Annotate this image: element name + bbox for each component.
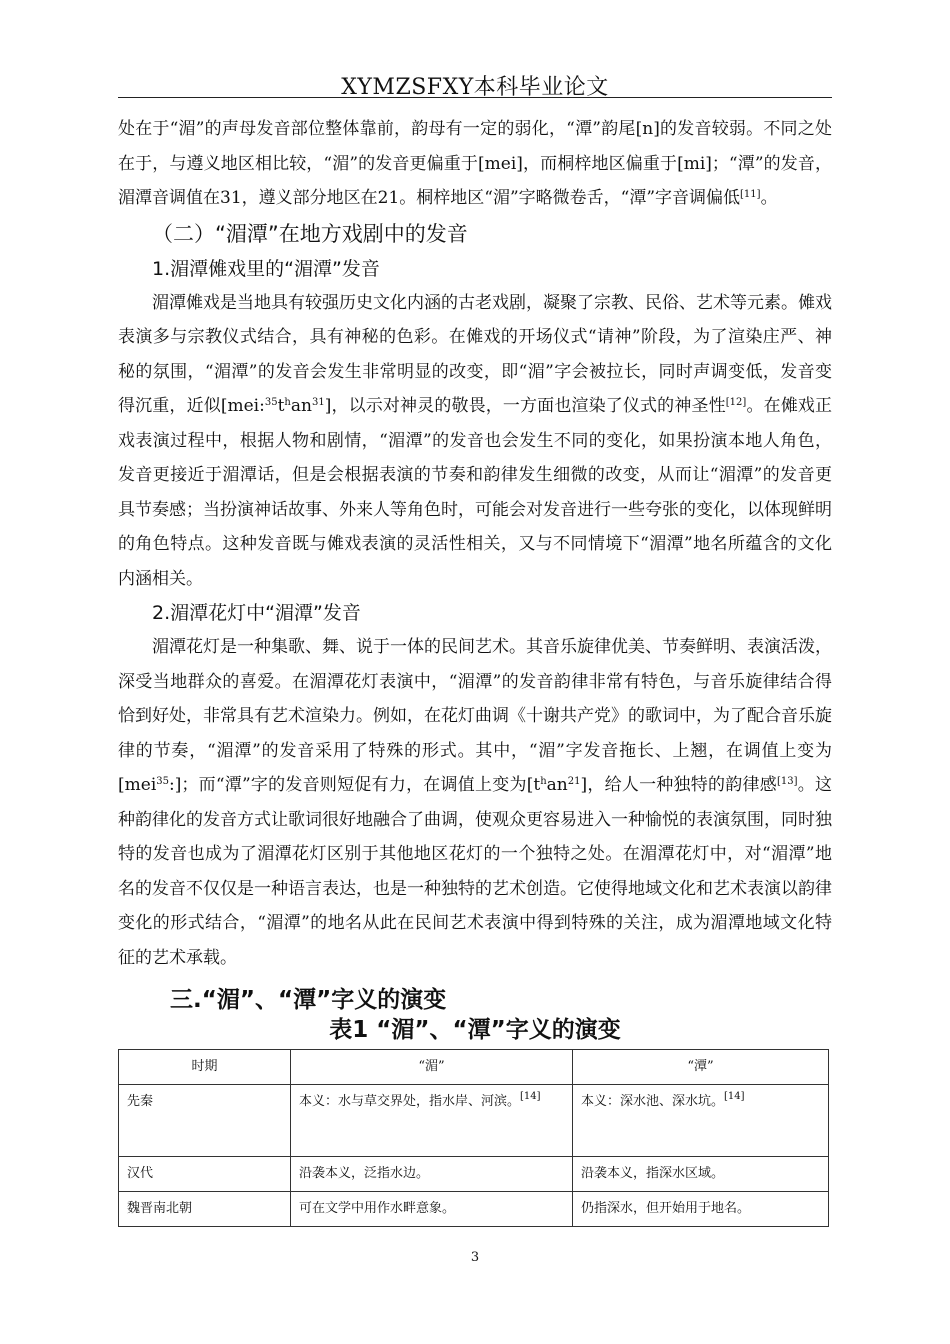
paragraph-continued	[118, 112, 832, 216]
paragraph-text: :]；而“潭”字的发音则短促有力，在调值上变为[t	[168, 775, 541, 795]
paragraph-text: ]，以示对神灵的敬畏，一方面也渲染了仪式的神圣性	[324, 396, 726, 416]
tone-superscript: 21	[567, 776, 581, 787]
cell-period: 汉代	[119, 1157, 291, 1192]
citation-ref: [14]	[520, 1091, 541, 1102]
paragraph-text: 湄潭傩戏是当地具有较强历史文化内涵的古老戏剧，凝聚了宗教、民俗、艺术等元素。傩戏表演多与宗教仪式结合，具有神秘的色彩。在傩戏的开场仪式“请神”阶段，为了渲染庄严、神秘的氛围，“湄潭”的发音会发生非常明显的改变，即“湄”字会被拉长，同时声调变低，发音变得沉重，近似[mei:	[118, 292, 832, 416]
table-row	[119, 1085, 829, 1157]
page-header: XYMZSFXY本科毕业论文	[341, 75, 609, 100]
tone-superscript: 35	[156, 776, 169, 787]
cell-text: 本义：水与草交界处，指水岸、河滨。	[299, 1094, 521, 1109]
table-caption: 表1 “湄”、“潭”字义的演变	[329, 1017, 621, 1043]
table-row	[119, 1192, 829, 1227]
citation-ref: [12]	[725, 397, 747, 408]
paragraph-text: an	[290, 396, 312, 416]
aspiration-superscript: h	[284, 397, 291, 408]
table-row	[119, 1157, 829, 1192]
cell-mei: 沿袭本义，泛指水边。	[291, 1157, 573, 1192]
subsection-heading: 1.湄潭傩戏里的“湄潭”发音	[152, 257, 380, 280]
citation-ref: [14]	[724, 1091, 745, 1102]
header-period: 时期	[119, 1050, 291, 1085]
paragraph-nuoxi	[118, 286, 832, 597]
subsection-heading: 2.湄潭花灯中“湄潭”发音	[152, 602, 361, 624]
tone-superscript: 31	[311, 397, 325, 408]
citation-ref: [11]	[740, 189, 761, 200]
header-tan: “潭”	[573, 1050, 829, 1085]
paragraph-text: 。在傩戏正戏表演过程中，根据人物和剧情，“湄潭”的发音也会发生不同的变化，如果扮演本地人角色，发音更接近于湄潭话，但是会根据表演的节奏和韵律发生细微的改变，从而让“湄潭”的发音更具节奏感；当扮演神话故事、外来人等角色时，可能会对发音进行一些夸张的变化，以体现鲜明的角色特点。这种发音既与傩戏表演的灵活性相关，又与不同情境下“湄潭”地名所蕴含的文化内涵相关。	[118, 396, 833, 589]
tone-superscript: 35	[264, 397, 278, 408]
paragraph-text: t	[277, 396, 285, 416]
cell-mei: 可在文学中用作水畔意象。	[291, 1192, 573, 1227]
cell-period: 先秦	[119, 1085, 291, 1157]
meaning-evolution-table	[118, 1049, 829, 1227]
cell-tan: 沿袭本义，指深水区域。	[573, 1157, 829, 1192]
paragraph-text: ]，给人一种独特的韵律感	[580, 775, 777, 795]
paragraph-huadeng	[118, 630, 832, 975]
table-header-row	[119, 1050, 829, 1085]
cell-text: 本义：深水池、深水坑。	[581, 1094, 725, 1109]
cell-period: 魏晋南北朝	[119, 1192, 291, 1227]
cell-mei	[291, 1085, 573, 1157]
paragraph-text: 。这种韵律化的发音方式让歌词很好地融合了曲调，使观众更容易进入一种愉悦的表演氛围，同时独特的发音也成为了湄潭花灯区别于其他地区花灯的一个独特之处。在湄潭花灯中，对“湄潭”地名的发音不仅仅是一种语言表达，也是一种独特的艺术创造。它使得地域文化和艺术表演以韵律变化的形式结合，“湄潭”的地名从此在民间艺术表演中得到特殊的关注，成为湄潭地域文化特征的艺术承载。	[118, 775, 832, 968]
cell-tan: 仍指深水，但开始用于地名。	[573, 1192, 829, 1227]
paragraph-text: an	[546, 775, 568, 795]
page-content	[118, 112, 832, 1227]
header-rule	[118, 97, 832, 98]
paragraph-text: 处在于“湄”的声母发音部位整体靠前，韵母有一定的弱化，“潭”韵尾[n]的发音较弱。不同之处在于，与遵义地区相比较，“湄”的发音更偏重于[mei]，而桐梓地区偏重于[mi]；“潭”的发音，湄潭音调值在31，遵义部分地区在21。桐梓地区“湄”字略微卷舌，“潭”字音调偏低	[118, 119, 832, 208]
part-heading: 三.“湄”、“潭”字义的演变	[170, 987, 447, 1013]
citation-ref: [13]	[776, 776, 798, 787]
paragraph-text: 。	[760, 188, 778, 208]
aspiration-superscript: h	[540, 776, 547, 787]
section-heading: （二）“湄潭”在地方戏剧中的发音	[152, 221, 468, 246]
header-mei: “湄”	[291, 1050, 573, 1085]
page-number: 3	[470, 1250, 480, 1265]
cell-tan	[573, 1085, 829, 1157]
paragraph-text: 湄潭花灯是一种集歌、舞、说于一体的民间艺术。其音乐旋律优美、节奏鲜明、表演活泼，深受当地群众的喜爱。在湄潭花灯表演中，“湄潭”的发音韵律非常有特色，与音乐旋律结合得恰到好处，非常具有艺术渲染力。例如，在花灯曲调《十谢共产党》的歌词中，为了配合音乐旋律的节奏，“湄潭”的发音采用了特殊的形式。其中，“湄”字发音拖长、上翘，在调值上变为[mei	[118, 637, 832, 795]
